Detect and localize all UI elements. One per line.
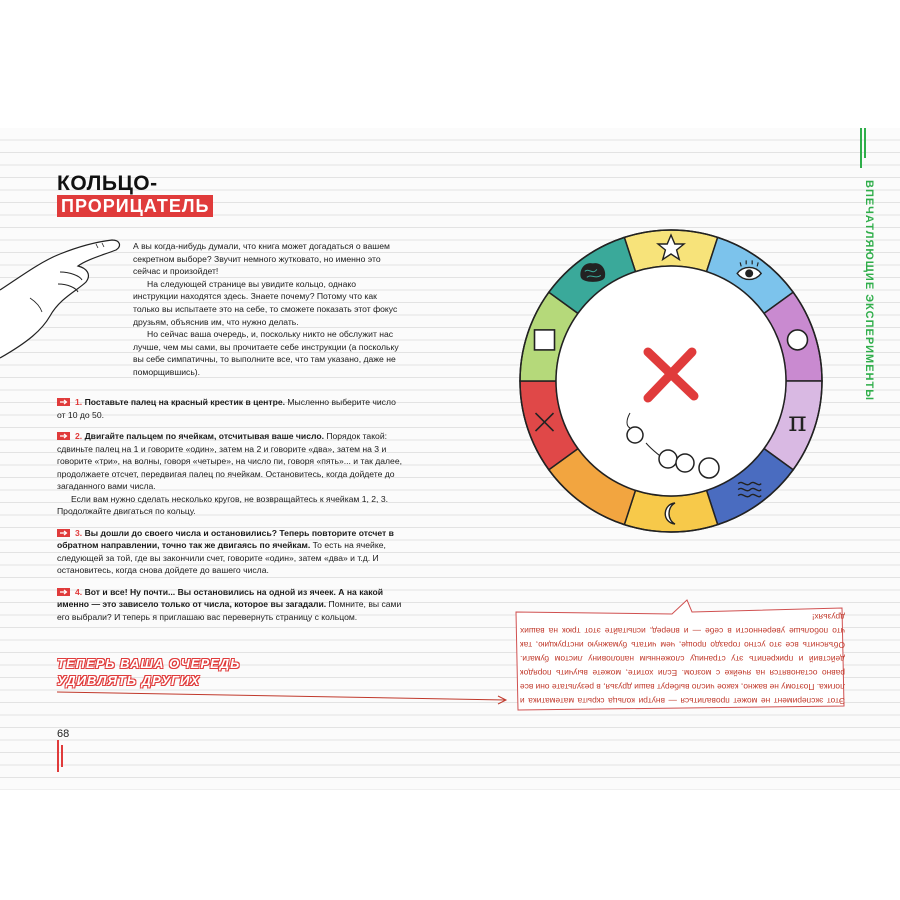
step-bold-text: Поставьте палец на красный крестик в центре. xyxy=(84,397,285,407)
step-subtext: Если вам нужно сделать несколько кругов, не возвращайтесь к ячейкам 1, 2, 3. Продолжайте двигаться по кольцу. xyxy=(57,493,388,516)
square-icon xyxy=(535,330,555,350)
upside-down-note xyxy=(520,604,845,708)
circle-icon xyxy=(787,330,807,350)
intro-paragraph-1: А вы когда-нибудь думали, что книга может догадаться о вашем секретном выборе? Звучит немного жутковато, но именно это сейчас и произойдет! xyxy=(133,241,390,277)
intro-paragraph-3: Но сейчас ваша очередь, и, поскольку никто не обслужит нас лучше, чем мы сами, вы прочитаете себе инструкции (а поскольку вы себе симпатичны, то выполните все, что там указано, даже не поморщившись). xyxy=(133,329,399,377)
svg-text:π: π xyxy=(788,405,807,439)
intro-paragraph-2: На следующей странице вы увидите кольцо, однако инструкции находятся здесь. Знаете почему? Потому что как только вы испытаете это на себе, то сможете показать этот фокус друзьям, объяснив им, что нужно делать. xyxy=(133,278,398,327)
step-number: 4. xyxy=(75,586,83,597)
title-line-2: ПРОРИЦАТЕЛЬ xyxy=(57,195,213,217)
step-number: 3. xyxy=(75,527,83,538)
step-bold-text: Вы дошли до своего числа и остановились? Теперь повторите отсчет в обратном направлении, точно так же двигаясь по ячейкам. xyxy=(57,527,394,550)
pi-icon xyxy=(788,405,806,438)
step-number: 1. xyxy=(75,397,83,407)
step-text: Помните, вы сами его выбрали? И теперь я приглашаю вас перевернуть страницу с кольцом. xyxy=(57,599,402,622)
section-label: ВПЕЧАТЛЯЮЩИЕ ЭКСПЕРИМЕНТЫ xyxy=(863,180,875,401)
note-text: Этот эксперимент не может провалиться — внутри кольца скрыта математика и логика. Поэтому не важно, какое число выберут ваши друзья, в результате они все равно остановятся на ячейке с мозгом. Если хотите, можете выучить порядок действий и прикрепить эту страницу сложенным наполовину листом бумаги. Объяснить все это устно гораздо проще, чем читать бумажную инструкцию, так что побольше уверенности в себе — и вперед, испытайте этот трюк на ваших друзьях! xyxy=(520,612,845,706)
prediction-ring xyxy=(518,228,824,534)
step-number: 2. xyxy=(75,431,83,441)
cta-line-1: ТЕПЕРЬ ВАША ОЧЕРЕДЬ xyxy=(57,656,241,671)
corner-mark-2 xyxy=(61,745,63,767)
step-text: Мысленно выберите число от 10 до 50. xyxy=(57,397,396,420)
cta-line-2: УДИВЛЯТЬ ДРУГИХ xyxy=(57,673,200,688)
corner-mark xyxy=(57,740,59,772)
step-bold-text: Двигайте пальцем по ячейкам, отсчитывая ваше число. xyxy=(84,431,324,441)
page-number: 68 xyxy=(57,728,70,740)
step-text: То есть на ячейке, следующей за той, где вы закончили счет, говорите «один», затем «два» и т.д. И остановитесь, когда снова дойдете до вашего числа. xyxy=(57,540,386,575)
step-bold-text: Вот и все! Ну почти... Вы остановились на одной из ячеек. А на какой именно — это зависело только от числа, которое вы загадали. xyxy=(57,586,384,609)
title-line-1: КОЛЬЦО- xyxy=(57,172,158,195)
step-text: Порядок такой: сдвиньте палец на 1 и говорите «один», затем на 2 и говорите «два», затем на 3 и говорите «три», на волны, говоря «четыре», на число пи, говоря «пять»... и так далее, продолжаете отсчет, передвигая палец по ячейкам. Остановитесь, когда дойдете до загаданного вами числа. xyxy=(57,431,402,491)
brain-icon xyxy=(580,263,605,282)
